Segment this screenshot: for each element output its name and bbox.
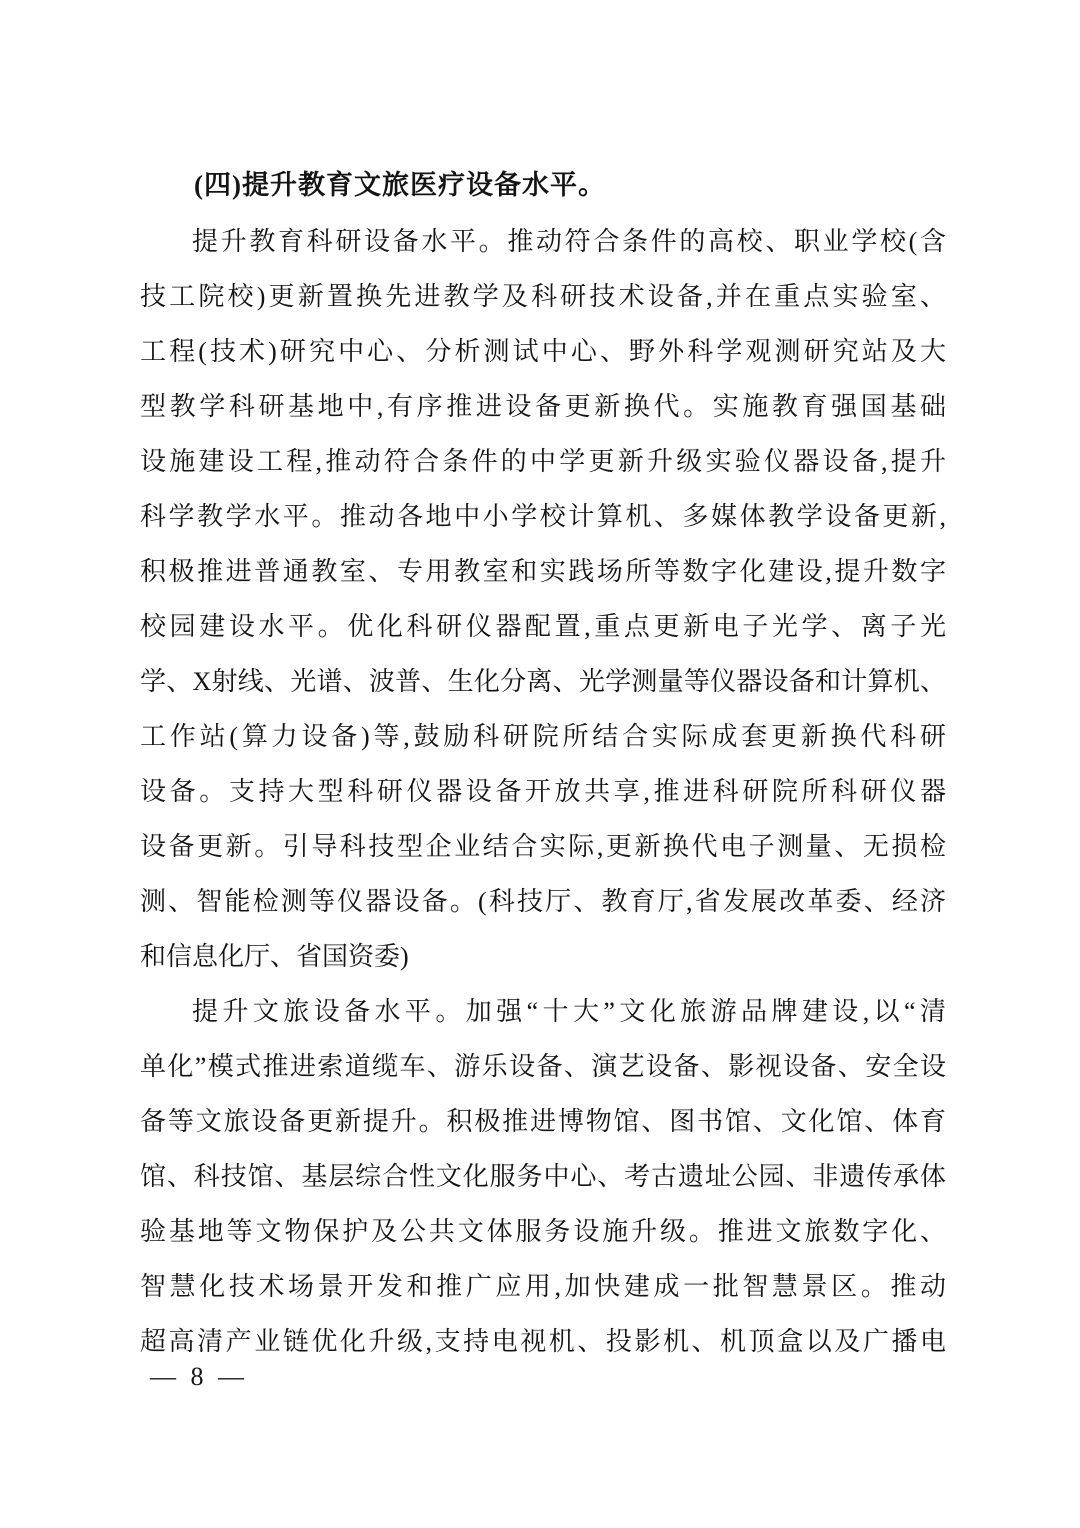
body-line: 设备更新。引导科技型企业结合实际,更新换代电子测量、无损检 [140, 832, 946, 861]
section-heading: (四)提升教育文旅医疗设备水平。 [194, 170, 606, 200]
body-line: 超高清产业链优化升级,支持电视机、投影机、机顶盒以及广播电 [140, 1327, 946, 1356]
body-line: 设备。支持大型科研仪器设备开放共享,推进科研院所科研仪器 [140, 777, 946, 806]
body-line: 校园建设水平。优化科研仪器配置,重点更新电子光学、离子光 [140, 612, 946, 641]
body-line: 学、X射线、光谱、波普、生化分离、光学测量等仪器设备和计算机、 [140, 667, 946, 696]
body-line: 验基地等文物保护及公共文体服务设施升级。推进文旅数字化、 [140, 1217, 946, 1246]
document-body [140, 156, 946, 1369]
body-line: 型教学科研基地中,有序推进设备更新换代。实施教育强国基础 [140, 392, 946, 421]
body-line: 备等文旅设备更新提升。积极推进博物馆、图书馆、文化馆、体育 [140, 1107, 946, 1136]
page-number: — 8 — [150, 1362, 248, 1391]
body-line: 馆、科技馆、基层综合性文化服务中心、考古遗址公园、非遗传承体 [140, 1162, 946, 1191]
body-line: 智慧化技术场景开发和推广应用,加快建成一批智慧景区。推动 [140, 1272, 946, 1301]
body-line: 设施建设工程,推动符合条件的中学更新升级实验仪器设备,提升 [140, 447, 946, 476]
body-line: 单化”模式推进索道缆车、游乐设备、演艺设备、影视设备、安全设 [140, 1052, 946, 1081]
body-line: 技工院校)更新置换先进教学及科研技术设备,并在重点实验室、 [140, 282, 946, 311]
body-line: 科学教学水平。推动各地中小学校计算机、多媒体教学设备更新, [140, 502, 946, 531]
body-line: 工作站(算力设备)等,鼓励科研院所结合实际成套更新换代科研 [140, 722, 946, 751]
body-line: 测、智能检测等仪器设备。(科技厅、教育厅,省发展改革委、经济 [140, 887, 946, 916]
body-line: 提升文旅设备水平。加强“十大”文化旅游品牌建设,以“清 [192, 997, 946, 1026]
body-line: 工程(技术)研究中心、分析测试中心、野外科学观测研究站及大 [140, 337, 946, 366]
body-line: 和信息化厅、省国资委) [140, 942, 409, 971]
body-line: 积极推进普通教室、专用教室和实践场所等数字化建设,提升数字 [140, 557, 946, 586]
body-line: 提升教育科研设备水平。推动符合条件的高校、职业学校(含 [192, 227, 946, 256]
